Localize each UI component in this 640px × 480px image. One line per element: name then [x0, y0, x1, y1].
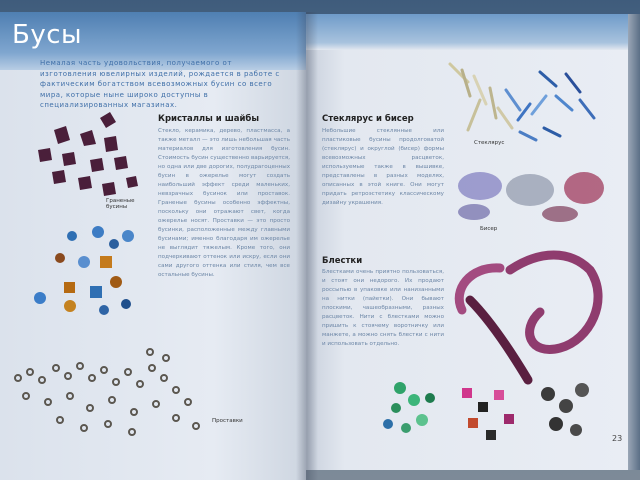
caption-spacers: Проставки — [212, 418, 243, 424]
section-body-crystals: Стекло, керамика, дерево, пластмасса, а также металл — это лишь небольшая часть материалов для изготовления бусин. Стоимость бусин существенно варьируется, но одна или две дорогих, полудрагоценных бусин в ожерелье могут создать наибольший эффект среди маленьких, невзрачных бусинок или проставок. Граненые бусины особенно эффектны, поскольку они отражают свет, когда ожерелье носят. Проставки — это просто бусинки, расположенные между главными бусинами; именно благодаря им ожерелье не выглядит тяжелым. Кроме того, они подчеркивают оттенок или искру, если они сами другого оттенка или стиля, чем все остальные бусины. — [158, 128, 290, 278]
blue-amber-beads-image — [34, 226, 134, 315]
loose-sequins-image — [383, 382, 589, 440]
spacer-beads-image — [15, 349, 199, 435]
section-heading-sequins: Блестки — [322, 256, 363, 266]
page-title: Бусы — [12, 20, 83, 50]
section-body-bugle: Небольшие стеклянные или пластиковые бусины продолговатой (стеклярус) и округлой (бисер) формы всевозможных расцветок, используемые также в вышивке, представлены в разных моделях, описанных в этой книге. Они могут придать ретроэстетику классическому дизайну украшения. — [322, 128, 444, 206]
caption-faceted: Граненые бусины — [106, 198, 135, 210]
caption-bugle-beads: Стеклярус — [474, 140, 505, 146]
caption-seed-beads: Бисер — [480, 226, 498, 232]
section-body-sequins: Блестками очень приятно пользоваться, и стоят они недорого. Их продают россыпью в упаковке или нанизанными на нитки (пайетки). Они бывают плоскими, чашеобразными, разных расцветок. Нити с блестками можно пришить к стоячему воротничку или манжете, а можно снять блестки с нити и использовать отдельно. — [322, 269, 444, 347]
seed-beads-image — [458, 172, 604, 222]
intro-paragraph: Немалая часть удовольствия, получаемого от изготовления ювелирных изделий, рождается в работе с фактическим богатством всевозможных бусин со всего мира, которые ныне широко доступны в специализированных магазинах. — [40, 59, 280, 109]
bugle-beads-image — [450, 64, 594, 140]
section-heading-crystals: Кристаллы и шайбы — [158, 114, 260, 124]
sequin-strands-image — [459, 255, 598, 380]
faceted-crystals-image — [38, 112, 138, 196]
section-heading-bugle: Стеклярус и бисер — [322, 114, 414, 124]
page-number: 23 — [612, 434, 623, 443]
